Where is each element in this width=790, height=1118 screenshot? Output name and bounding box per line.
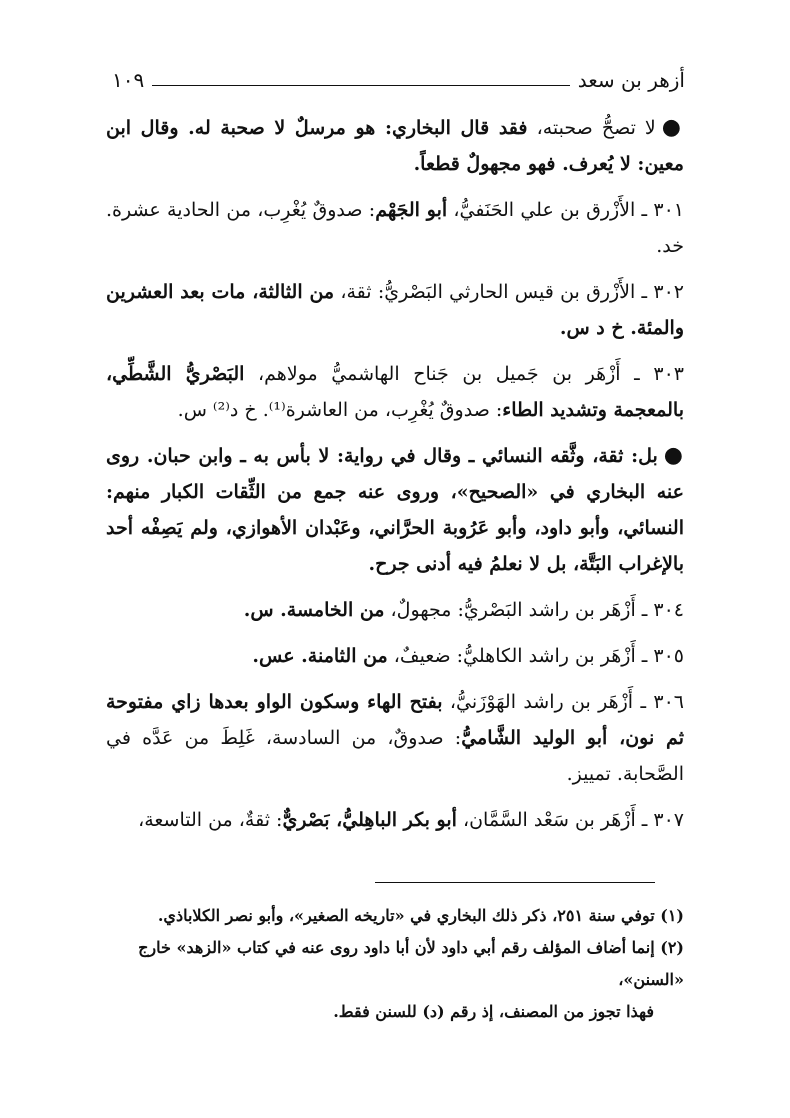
entry-bold-text: من الخامسة. س. [243, 599, 385, 621]
bullet-icon: ● [663, 443, 684, 468]
entry-303 [106, 356, 684, 428]
running-header [112, 58, 685, 92]
entry-text: لا تصحُّ صحبته، [527, 117, 656, 139]
footnote-2-continuation: فهذا تجوز من المصنف، إذ رقم (د) للسنن فقط. [333, 1002, 654, 1021]
entry-text: ٣٠٢ ـ الأَزْرق بن قيس الحارثي البَصْريُّ: ثقة، [334, 281, 684, 303]
entry-text-tail: : ثقةٌ، من التاسعة، [138, 809, 283, 831]
footnote-2: (٢) إنما أضاف المؤلف رقم أبي داود لأن أبا داود روى عنه في كتاب «الزهد» خارج «السنن»، [138, 938, 684, 989]
entry-bold-text: أبو الجَهْم [375, 199, 448, 221]
entry-text: ٣٠٥ ـ أَزْهَر بن راشد الكاهليُّ: ضعيفٌ، [387, 645, 684, 667]
entry-305 [106, 638, 684, 674]
entry-text-tail: : صدوقٌ يُغْرِب، من العاشرة⁽¹⁾. خ د⁽²⁾ س. [177, 399, 503, 421]
footnote-1: (١) توفي سنة ٢٥١، ذكر ذلك البخاري في «تاريخه الصغير»، وأبو نصر الكلاباذي. [157, 906, 684, 925]
entry-bold-text: أبو بكر الباهِليُّ، بَصْريٌّ [282, 809, 457, 831]
page-number: ١٠٩ [112, 68, 145, 92]
entry-text: ٣٠١ ـ الأَزْرق بن علي الحَنَفيُّ، [447, 199, 685, 221]
footnotes [100, 900, 684, 1028]
entry-text: ٣٠٣ ـ أَزْهَر بن جَميل بن جَناح الهاشميُّ مولاهم، [244, 363, 684, 385]
entry-text-tail: : صدوقٌ يُغْرِب، من الحادية عشرة. خد. [106, 199, 684, 257]
entry-bold-text: من الثالثة، مات بعد العشرين والمئة. خ د س. [106, 281, 684, 339]
entry-text: ٣٠٤ ـ أَزْهَر بن راشد البَصْريُّ: مجهولٌ، [384, 599, 684, 621]
entry-continuation [106, 110, 684, 182]
entry-307 [106, 802, 684, 838]
main-text [106, 110, 684, 846]
entry-bold-text: بفتح الهاء وسكون الواو بعدها زاي مفتوحة ثم نون، أبو الوليد الشَّاميُّ [106, 691, 684, 749]
entry-text-tail: : صدوقٌ، من السادسة، غَلِطَ من عَدَّه في الصَّحابة. تمييز. [106, 727, 684, 785]
header-rule [152, 85, 570, 86]
entry-302 [106, 274, 684, 346]
footnote-rule [375, 882, 655, 883]
entry-303-comment [106, 438, 684, 582]
running-title: أزهر بن سعد [577, 68, 685, 92]
entry-bold-text: بل: ثقة، وثَّقه النسائي ـ وقال في رواية: لا بأس به ـ وابن حبان. روى عنه البخاري في «الصحيح»، وروى عنه جمع من الثِّقات الكبار منهم: النسائي، وأبو داود، وأبو عَرُوبة الحرَّاني، وعَبْدان الأهوازي، ولم يَصِفْه أحد بالإغراب البَتَّة، بل لا نعلمُ فيه أدنى جرح. [106, 445, 684, 575]
entry-bold-text: فقد قال البخاري: هو مرسلٌ لا صحبة له. وقال ابن معين: لا يُعرف. فهو مجهولٌ قطعاً. [106, 117, 684, 175]
entry-304 [106, 592, 684, 628]
entry-text: ٣٠٧ ـ أَزْهَر بن سَعْد السَّمَّان، [456, 809, 684, 831]
entry-bold-text: من الثامنة. عس. [252, 645, 388, 667]
entry-text: ٣٠٦ ـ أَزْهَر بن راشد الهَوْزَنيُّ، [442, 691, 684, 713]
entry-bold-text: البَصْريُّ الشَّطِّي، بالمعجمة وتشديد الطاء [106, 363, 684, 421]
entry-301 [106, 192, 684, 264]
bullet-icon: ● [661, 115, 684, 140]
entry-306 [106, 684, 684, 792]
